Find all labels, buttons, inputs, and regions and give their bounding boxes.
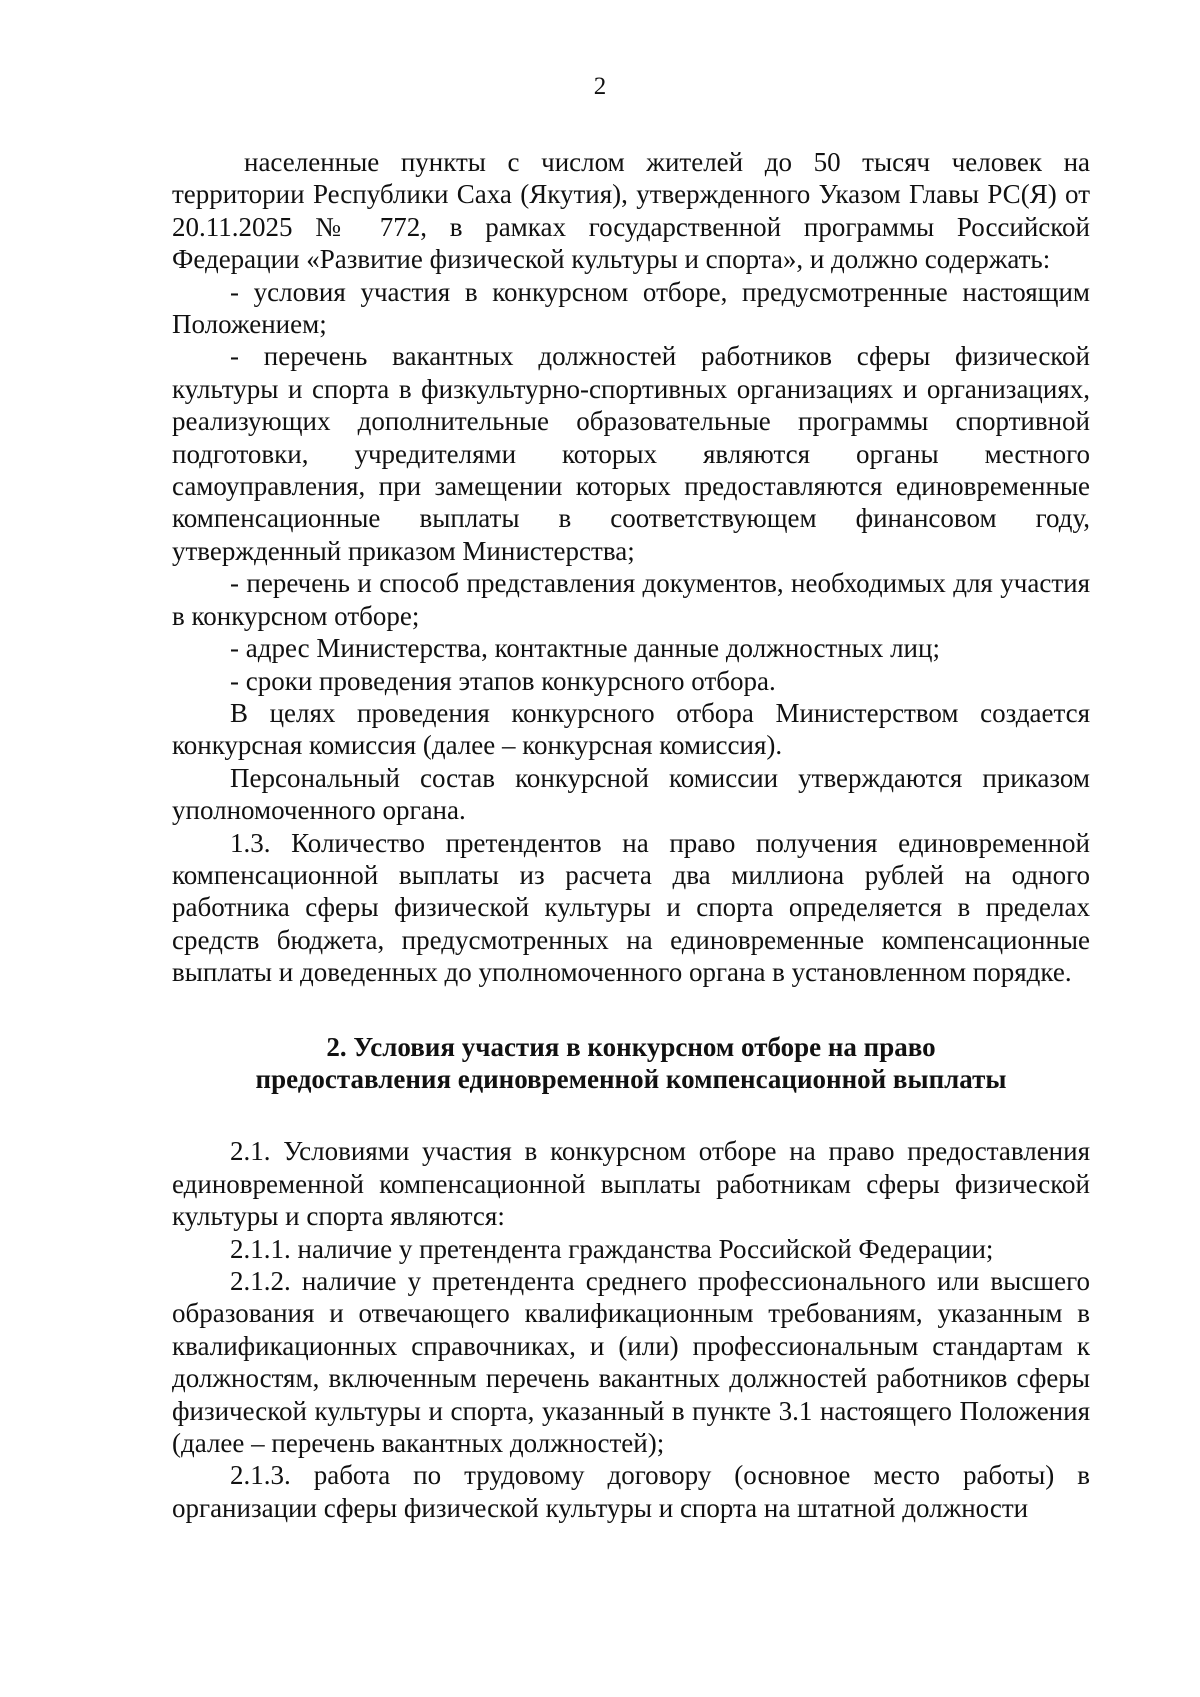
list-item-vacancies: - перечень вакантных должностей работников сферы физической культуры и спорта в физкультурно-спортивных организациях и организациях, реализующих дополнительные образовательные программы спортивной подготовки, учредителями которых являются органы местного самоуправления, при замещении которых предоставляются единовременные компенсационные выплаты в соответствующем финансовом году, утвержденный приказом Министерства; [172, 341, 1090, 566]
section-heading [172, 1031, 1090, 1096]
paragraph-1-3: 1.3. Количество претендентов на право получения единовременной компенсационной выплаты из расчета два миллиона рублей на одного работника сферы физической культуры и спорта определяется в пределах средств бюджета, предусмотренных на единовременные компенсационные выплаты и доведенных до уполномоченного органа в установленном порядке. [172, 827, 1090, 988]
paragraph-2-1: 2.1. Условиями участия в конкурсном отборе на право предоставления единовременной компенсационной выплаты работникам сферы физической культуры и спорта являются: [172, 1136, 1090, 1232]
list-item-conditions: - условия участия в конкурсном отборе, предусмотренные настоящим Положением; [172, 276, 1090, 340]
paragraph-2-1-2: 2.1.2. наличие у претендента среднего профессионального или высшего образования и отвечающего квалификационным требованиям, указанным в квалификационных справочниках, и (или) профессиональным стандартам к должностям, включенным перечень вакантных должностей работников сферы физической культуры и спорта, указанный в пункте 3.1 настоящего Положения (далее – перечень вакантных должностей); [172, 1266, 1090, 1459]
paragraph-commission-staff: Персональный состав конкурсной комиссии утверждаются приказом уполномоченного органа. [172, 762, 1090, 826]
page-number: 2 [593, 73, 607, 100]
paragraph-2-1-3: 2.1.3. работа по трудовому договору (основное место работы) в организации сферы физической культуры и спорта на штатной должности [172, 1460, 1090, 1523]
section-heading-line-2: предоставления единовременной компенсационной выплаты [255, 1063, 1007, 1094]
paragraph-2-1-1: 2.1.1. наличие у претендента гражданства Российской Федерации; [230, 1233, 994, 1264]
list-item-address: - адрес Министерства, контактные данные должностных лиц; [230, 633, 940, 664]
paragraph-commission: В целях проведения конкурсного отбора Министерством создается конкурсная комиссия (далее – конкурсная комиссия). [172, 697, 1090, 761]
paragraph-continuation: населенные пункты с числом жителей до 50 тысяч человек на территории Республики Саха (Якутия), утвержденного Указом Главы РС(Я) от 20.11.2025 № 772, в рамках государственной программы Российской Федерации «Развитие физической культуры и спорта», и должно содержать: [172, 147, 1090, 275]
document-body [172, 146, 1090, 1524]
list-item-documents: - перечень и способ представления документов, необходимых для участия в конкурсном отборе; [172, 568, 1090, 631]
section-heading-line-1: 2. Условия участия в конкурсном отборе на право [326, 1031, 936, 1062]
list-item-deadlines: - сроки проведения этапов конкурсного отбора. [230, 665, 776, 696]
